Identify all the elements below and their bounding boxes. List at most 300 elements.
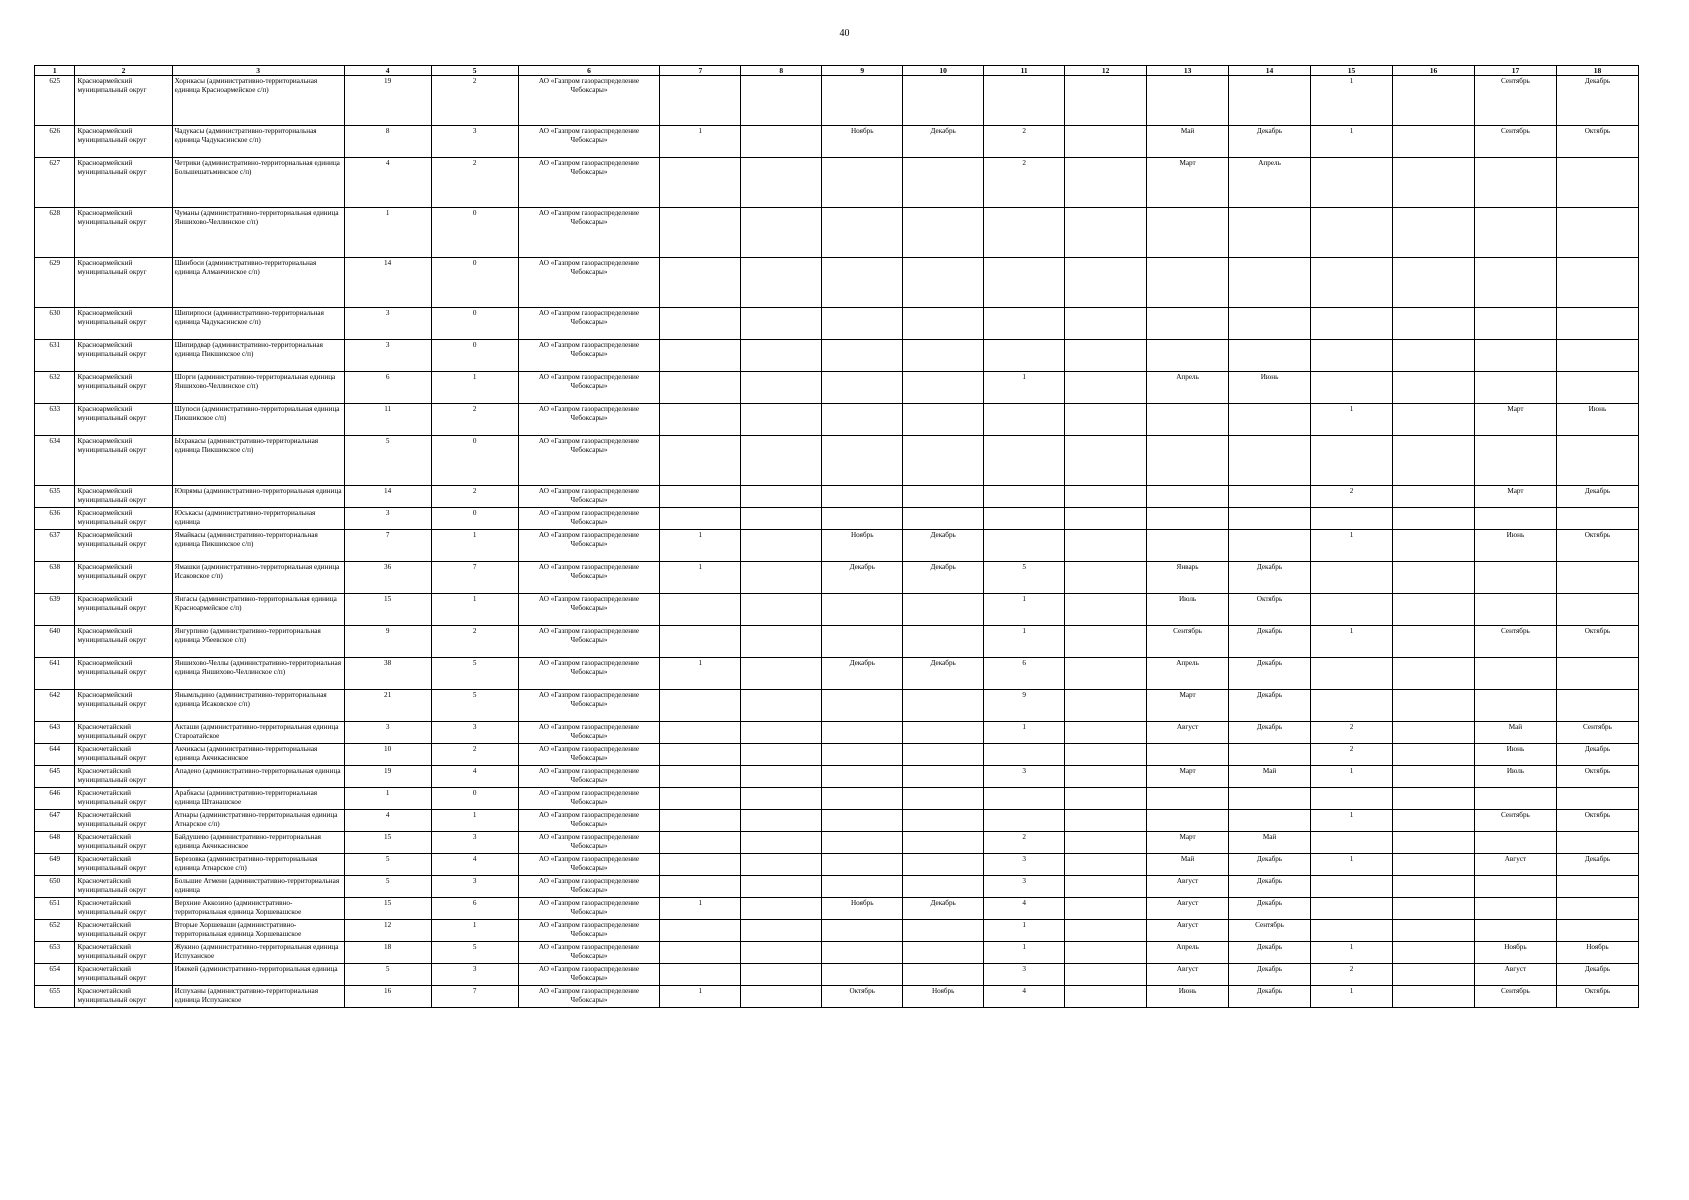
table-cell: Арабкасы (административно-территориальная единица Штанашское (172, 788, 344, 810)
table-cell: Март (1147, 158, 1229, 208)
table-cell: Май (1147, 854, 1229, 876)
table-cell (1065, 766, 1147, 788)
column-header: 12 (1065, 66, 1147, 76)
table-cell: 625 (35, 76, 75, 126)
table-cell: 627 (35, 158, 75, 208)
table-cell: 653 (35, 942, 75, 964)
table-cell (1147, 744, 1229, 766)
table-cell: Октябрь (1556, 986, 1638, 1008)
table-cell: АО «Газпром газораспределение Чебоксары» (518, 530, 660, 562)
table-row (35, 920, 1639, 942)
table-cell (1474, 788, 1556, 810)
table-cell (1392, 308, 1474, 340)
table-cell: Юськасы (административно-территориальная единица (172, 508, 344, 530)
table-cell: 644 (35, 744, 75, 766)
table-cell (1065, 486, 1147, 508)
table-cell: Красночетайский муниципальный округ (75, 854, 172, 876)
table-cell: Октябрь (822, 986, 903, 1008)
table-cell (660, 854, 741, 876)
table-cell (1229, 508, 1311, 530)
table-cell (1474, 158, 1556, 208)
table-cell: Декабрь (1229, 964, 1311, 986)
table-cell (984, 308, 1065, 340)
table-cell (903, 832, 984, 854)
table-cell: 5 (984, 562, 1065, 594)
table-cell: АО «Газпром газораспределение Чебоксары» (518, 308, 660, 340)
table-cell: Шипирпоси (административно-территориальная единица Чадукасинское с/п) (172, 308, 344, 340)
table-cell: 636 (35, 508, 75, 530)
table-cell (1556, 788, 1638, 810)
table-cell (660, 208, 741, 258)
table-cell: 1 (660, 126, 741, 158)
table-cell (1065, 76, 1147, 126)
page-number: 40 (839, 28, 850, 39)
table-cell (741, 340, 822, 372)
table-cell (1556, 898, 1638, 920)
table-cell (822, 788, 903, 810)
table-cell: Сентябрь (1474, 76, 1556, 126)
table-cell (741, 744, 822, 766)
table-cell (741, 486, 822, 508)
table-cell: Ападено (административно-территориальная единица (172, 766, 344, 788)
table-cell (1229, 530, 1311, 562)
table-cell (1392, 986, 1474, 1008)
table-cell (1065, 964, 1147, 986)
table-cell (1474, 690, 1556, 722)
table-cell: Ноябрь (822, 126, 903, 158)
table-cell: 5 (431, 658, 518, 690)
table-cell: 2 (984, 126, 1065, 158)
table-cell (1065, 920, 1147, 942)
table-cell: 1 (984, 942, 1065, 964)
table-cell: АО «Газпром газораспределение Чебоксары» (518, 788, 660, 810)
table-cell: АО «Газпром газораспределение Чебоксары» (518, 626, 660, 658)
table-cell (1392, 594, 1474, 626)
table-cell (1556, 158, 1638, 208)
table-cell (660, 964, 741, 986)
table-cell: 10 (344, 744, 431, 766)
table-cell: 1 (984, 626, 1065, 658)
table-row (35, 308, 1639, 340)
table-cell: Октябрь (1556, 810, 1638, 832)
table-cell (903, 722, 984, 744)
table-cell: АО «Газпром газораспределение Чебоксары» (518, 258, 660, 308)
table-cell: Янгурпино (административно-территориальная единица Убеевское с/п) (172, 626, 344, 658)
table-cell (1392, 486, 1474, 508)
table-row (35, 508, 1639, 530)
table-cell: 6 (984, 658, 1065, 690)
table-cell (660, 788, 741, 810)
table-cell: Ямайкасы (административно-территориальная единица Пикшикское с/п) (172, 530, 344, 562)
table-cell (1556, 436, 1638, 486)
table-cell (903, 690, 984, 722)
table-cell (1556, 832, 1638, 854)
table-cell: АО «Газпром газораспределение Чебоксары» (518, 832, 660, 854)
table-cell (984, 404, 1065, 436)
table-cell (660, 436, 741, 486)
table-cell (984, 788, 1065, 810)
table-cell (1065, 876, 1147, 898)
table-cell (984, 744, 1065, 766)
table-cell: Сентябрь (1474, 810, 1556, 832)
table-cell: 629 (35, 258, 75, 308)
table-row (35, 744, 1639, 766)
table-cell (1392, 562, 1474, 594)
table-cell: Декабрь (1556, 486, 1638, 508)
table-cell: Август (1147, 722, 1229, 744)
table-cell (1065, 372, 1147, 404)
table-cell (822, 308, 903, 340)
table-cell: Январь (1147, 562, 1229, 594)
table-cell (903, 372, 984, 404)
table-cell: АО «Газпром газораспределение Чебоксары» (518, 562, 660, 594)
table-cell (660, 876, 741, 898)
table-row (35, 986, 1639, 1008)
table-cell: 1 (1311, 942, 1393, 964)
table-row (35, 626, 1639, 658)
table-cell: 4 (344, 810, 431, 832)
table-cell (903, 876, 984, 898)
table-cell (1311, 658, 1393, 690)
column-header: 6 (518, 66, 660, 76)
table-cell (822, 626, 903, 658)
table-cell (1065, 308, 1147, 340)
table-cell: 21 (344, 690, 431, 722)
table-cell: Декабрь (1229, 942, 1311, 964)
table-cell (1065, 690, 1147, 722)
table-cell: 646 (35, 788, 75, 810)
table-cell (984, 76, 1065, 126)
table-cell: Красноармейский муниципальный округ (75, 690, 172, 722)
table-cell: 2 (431, 404, 518, 436)
table-cell (984, 436, 1065, 486)
table-cell (822, 486, 903, 508)
table-cell (984, 508, 1065, 530)
table-cell: Красночетайский муниципальный округ (75, 810, 172, 832)
table-cell: 2 (1311, 964, 1393, 986)
table-cell: 634 (35, 436, 75, 486)
table-cell: Июнь (1474, 530, 1556, 562)
table-cell: 1 (1311, 986, 1393, 1008)
table-cell (1474, 898, 1556, 920)
table-cell: Май (1474, 722, 1556, 744)
table-cell (903, 920, 984, 942)
table-cell: Май (1229, 766, 1311, 788)
table-cell: 3 (431, 876, 518, 898)
table-cell (660, 508, 741, 530)
table-cell: 632 (35, 372, 75, 404)
table-cell: Декабрь (903, 562, 984, 594)
table-cell: Сентябрь (1474, 986, 1556, 1008)
table-cell: Вторые Хоршеваши (административно-территориальная единица Хоршевашское (172, 920, 344, 942)
table-cell (741, 530, 822, 562)
table-cell: АО «Газпром газораспределение Чебоксары» (518, 898, 660, 920)
table-cell: Декабрь (1229, 986, 1311, 1008)
table-cell: Красночетайский муниципальный округ (75, 920, 172, 942)
table-cell (660, 832, 741, 854)
table-cell (1311, 436, 1393, 486)
table-cell: 2 (1311, 722, 1393, 744)
table-cell: Декабрь (822, 658, 903, 690)
table-cell (1556, 594, 1638, 626)
table-cell: 2 (984, 832, 1065, 854)
column-header: 4 (344, 66, 431, 76)
table-cell (1229, 258, 1311, 308)
table-cell: АО «Газпром газораспределение Чебоксары» (518, 486, 660, 508)
table-cell: Яншихово-Челлы (административно-территориальная единица Яншихово-Челлинское с/п) (172, 658, 344, 690)
table-cell (1392, 404, 1474, 436)
table-cell: Декабрь (903, 126, 984, 158)
gasification-schedule-table (34, 65, 1639, 1008)
table-cell (660, 594, 741, 626)
table-cell (903, 208, 984, 258)
table-cell (1311, 690, 1393, 722)
table-cell (1474, 658, 1556, 690)
table-cell: Декабрь (1556, 744, 1638, 766)
column-header: 2 (75, 66, 172, 76)
table-cell (1392, 964, 1474, 986)
table-cell: Красноармейский муниципальный округ (75, 436, 172, 486)
table-cell: Красноармейский муниципальный округ (75, 404, 172, 436)
table-cell: 12 (344, 920, 431, 942)
table-cell: 1 (984, 722, 1065, 744)
table-cell (903, 854, 984, 876)
table-cell: 4 (984, 986, 1065, 1008)
table-cell (1065, 942, 1147, 964)
table-cell (1311, 158, 1393, 208)
table-cell (1065, 898, 1147, 920)
table-cell (1229, 340, 1311, 372)
table-cell: 0 (431, 508, 518, 530)
table-cell (903, 942, 984, 964)
table-cell: Декабрь (1229, 722, 1311, 744)
table-cell: 651 (35, 898, 75, 920)
table-cell (741, 404, 822, 436)
table-cell: 631 (35, 340, 75, 372)
table-cell (741, 766, 822, 788)
table-cell: Чадукасы (административно-территориальная единица Чадукасинское с/п) (172, 126, 344, 158)
table-cell: Июль (1474, 766, 1556, 788)
table-cell: Ноябрь (1474, 942, 1556, 964)
table-cell (741, 508, 822, 530)
table-cell: Июль (1147, 594, 1229, 626)
table-cell (660, 920, 741, 942)
table-cell (660, 626, 741, 658)
table-cell: 3 (984, 876, 1065, 898)
table-cell: Декабрь (903, 530, 984, 562)
table-cell (903, 788, 984, 810)
table-cell: 3 (431, 722, 518, 744)
table-cell: 1 (660, 530, 741, 562)
column-header: 17 (1474, 66, 1556, 76)
table-cell: Август (1474, 964, 1556, 986)
table-cell: Декабрь (1229, 562, 1311, 594)
table-cell (1147, 308, 1229, 340)
table-cell (741, 876, 822, 898)
table-cell: 3 (431, 832, 518, 854)
table-cell (660, 340, 741, 372)
table-cell (741, 658, 822, 690)
table-cell: Март (1147, 690, 1229, 722)
table-cell: Красноармейский муниципальный округ (75, 258, 172, 308)
table-cell: 3 (984, 964, 1065, 986)
table-cell: 3 (344, 308, 431, 340)
column-header: 1 (35, 66, 75, 76)
table-cell (1147, 404, 1229, 436)
table-row (35, 832, 1639, 854)
table-cell (1065, 744, 1147, 766)
table-cell: 1 (1311, 766, 1393, 788)
table-cell (1065, 258, 1147, 308)
table-cell: 4 (431, 766, 518, 788)
table-cell (1229, 436, 1311, 486)
table-cell (984, 486, 1065, 508)
table-cell: 633 (35, 404, 75, 436)
table-cell: Красноармейский муниципальный округ (75, 626, 172, 658)
table-cell: 6 (344, 372, 431, 404)
table-cell: Декабрь (822, 562, 903, 594)
column-header: 11 (984, 66, 1065, 76)
table-cell: Красночетайский муниципальный округ (75, 986, 172, 1008)
table-cell (1392, 508, 1474, 530)
table-cell: Красночетайский муниципальный округ (75, 722, 172, 744)
table-cell (1474, 340, 1556, 372)
table-cell: 3 (344, 722, 431, 744)
table-cell: 5 (344, 854, 431, 876)
table-cell: 5 (431, 690, 518, 722)
table-cell: Июнь (1474, 744, 1556, 766)
table-cell (822, 690, 903, 722)
table-cell: Большие Атмени (административно-территориальная единица (172, 876, 344, 898)
table-cell: АО «Газпром газораспределение Чебоксары» (518, 744, 660, 766)
table-cell: Ноябрь (822, 898, 903, 920)
table-cell (1474, 372, 1556, 404)
table-cell (822, 920, 903, 942)
table-cell (1392, 942, 1474, 964)
table-cell (822, 964, 903, 986)
column-header: 16 (1392, 66, 1474, 76)
table-cell: Чуманы (административно-территориальная единица Яншихово-Челлинское с/п) (172, 208, 344, 258)
table-cell: 628 (35, 208, 75, 258)
table-cell: 642 (35, 690, 75, 722)
table-cell: Март (1147, 766, 1229, 788)
table-cell: Красноармейский муниципальный округ (75, 76, 172, 126)
table-cell (1229, 404, 1311, 436)
table-cell: Красноармейский муниципальный округ (75, 372, 172, 404)
table-cell (1229, 810, 1311, 832)
table-cell: 1 (431, 530, 518, 562)
table-row (35, 208, 1639, 258)
table-cell (1065, 658, 1147, 690)
table-cell: 14 (344, 258, 431, 308)
table-cell (822, 208, 903, 258)
table-cell (1392, 810, 1474, 832)
table-cell (1474, 508, 1556, 530)
table-cell: Апрель (1229, 158, 1311, 208)
column-header: 18 (1556, 66, 1638, 76)
table-cell: Август (1147, 920, 1229, 942)
table-cell (1311, 372, 1393, 404)
table-row (35, 486, 1639, 508)
table-cell: 15 (344, 898, 431, 920)
table-cell (1311, 258, 1393, 308)
table-cell (1065, 626, 1147, 658)
table-cell: 0 (431, 208, 518, 258)
table-cell (1311, 340, 1393, 372)
table-cell: Август (1147, 876, 1229, 898)
table-cell (1556, 308, 1638, 340)
table-cell: Ноябрь (903, 986, 984, 1008)
table-cell: 1 (660, 986, 741, 1008)
table-cell (1311, 832, 1393, 854)
table-cell: Декабрь (903, 658, 984, 690)
table-cell: Четрики (административно-территориальная единица Большешатьминское с/п) (172, 158, 344, 208)
table-cell (741, 788, 822, 810)
table-cell (741, 854, 822, 876)
table-row (35, 436, 1639, 486)
table-row (35, 126, 1639, 158)
table-cell (1311, 308, 1393, 340)
table-cell (903, 258, 984, 308)
table-cell (1311, 594, 1393, 626)
table-cell (1392, 876, 1474, 898)
table-cell: АО «Газпром газораспределение Чебоксары» (518, 658, 660, 690)
table-cell: 1 (1311, 76, 1393, 126)
table-cell: Акчикасы (административно-территориальная единица Акчикасинское (172, 744, 344, 766)
table-cell: Шупоси (административно-территориальная единица Пикшикское с/п) (172, 404, 344, 436)
table-cell (1147, 436, 1229, 486)
table-cell (822, 744, 903, 766)
table-cell: 4 (431, 854, 518, 876)
table-cell: АО «Газпром газораспределение Чебоксары» (518, 810, 660, 832)
table-cell: Ямашки (административно-территориальная единица Исаковское с/п) (172, 562, 344, 594)
table-row (35, 258, 1639, 308)
table-cell: АО «Газпром газораспределение Чебоксары» (518, 876, 660, 898)
table-cell: Жукино (административно-территориальная единица Испуханское (172, 942, 344, 964)
table-cell (903, 964, 984, 986)
table-cell: 5 (344, 436, 431, 486)
table-cell: АО «Газпром газораспределение Чебоксары» (518, 766, 660, 788)
table-cell (1065, 594, 1147, 626)
table-cell: 8 (344, 126, 431, 158)
table-row (35, 854, 1639, 876)
table-cell: 9 (984, 690, 1065, 722)
table-cell: Ноябрь (822, 530, 903, 562)
header-row (35, 66, 1639, 76)
table-cell: Красноармейский муниципальный округ (75, 158, 172, 208)
table-cell: 1 (1311, 626, 1393, 658)
table-cell (903, 158, 984, 208)
table-row (35, 562, 1639, 594)
table-cell (1474, 436, 1556, 486)
table-cell: 1 (431, 372, 518, 404)
table-cell: Декабрь (1229, 898, 1311, 920)
table-cell: Красночетайский муниципальный округ (75, 744, 172, 766)
table-cell (1147, 208, 1229, 258)
table-cell (1392, 854, 1474, 876)
table-cell: 1 (431, 920, 518, 942)
table-cell: Красноармейский муниципальный округ (75, 340, 172, 372)
table-cell (1556, 658, 1638, 690)
table-cell: Октябрь (1556, 626, 1638, 658)
table-cell (1392, 626, 1474, 658)
table-cell (1474, 208, 1556, 258)
table-cell (1392, 920, 1474, 942)
table-cell (822, 404, 903, 436)
table-cell (1311, 920, 1393, 942)
table-cell: АО «Газпром газораспределение Чебоксары» (518, 436, 660, 486)
table-cell: Октябрь (1556, 126, 1638, 158)
